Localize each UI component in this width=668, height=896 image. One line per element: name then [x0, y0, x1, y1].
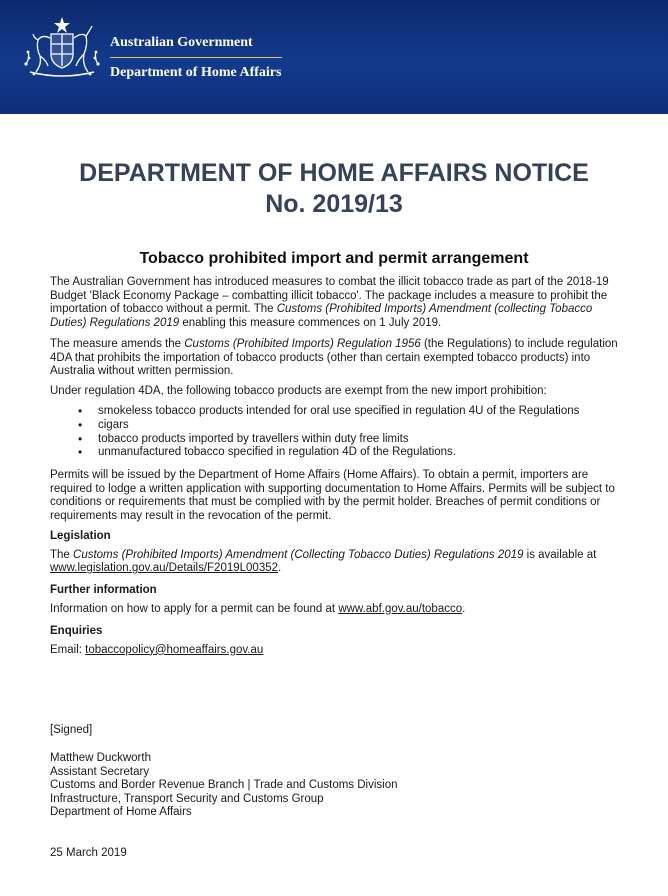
notice-date: 25 March 2019: [50, 847, 127, 859]
government-name: Australian Government: [110, 35, 253, 50]
para1-text-b: enabling this measure commences on 1 July 2019.: [179, 316, 442, 329]
enquiries-heading: Enquiries: [50, 625, 103, 637]
signatory-group: Infrastructure, Transport Security and Customs Group: [50, 792, 324, 805]
coat-of-arms-icon: [20, 14, 104, 80]
paragraph-exempt-intro: [50, 385, 625, 399]
notice-subtitle: Tobacco prohibited import and permit arrangement: [139, 250, 529, 267]
para2-text-a: The measure amends the: [50, 338, 185, 350]
header-banner: [0, 0, 668, 114]
paragraph-amendment: [50, 338, 625, 379]
legislation-link[interactable]: www.legislation.gov.au/Details/F2019L00352: [50, 562, 279, 575]
notice-title-line1: DEPARTMENT OF HOME AFFAIRS NOTICE: [79, 159, 589, 187]
para1-italic: Customs (Prohibited Imports) Amendment (collecting Tobacco Duties) Regulations 2019: [50, 303, 593, 329]
notice-number: No. 2019/13: [265, 190, 403, 218]
list-item: • tobacco products imported by travellers within duty free limits: [50, 433, 625, 447]
para4-text: Permits will be issued by the Department of Home Affairs (Home Affairs). To obtain a permit, importers are required to lodge a written application with supporting documentation to Home Affairs. Permits will be subject to conditions or requirements that must be complied with by the permit holder. Breaches of permit conditions or requirements may result in the revocation of the permit.: [50, 469, 615, 522]
paragraph-permits: [50, 469, 625, 523]
signatory-title: Assistant Secretary: [50, 765, 150, 778]
notice-title: [0, 158, 668, 220]
government-wordmark: [110, 34, 282, 82]
email-link[interactable]: tobaccopolicy@homeaffairs.gov.au: [85, 643, 264, 656]
list-item: • cigars: [50, 419, 625, 433]
list-item: • unmanufactured tobacco specified in regulation 4D of the Regulations.: [50, 446, 625, 460]
legislation-heading: Legislation: [50, 530, 111, 542]
para1-text-a: The Australian Government has introduced measures to combat the illicit tobacco trade as part of the 2018-19 Budget 'Black Economy Package – combatting illicit tobacco'. The package includes a measure to prohibit the importation of tobacco without a permit. The: [50, 276, 609, 316]
legislation-italic: Customs (Prohibited Imports) Amendment (Collecting Tobacco Duties) Regulations 2019: [73, 548, 524, 561]
signatory-name: Matthew Duckworth: [50, 752, 151, 764]
exemption-list: [50, 405, 625, 460]
para2-italic: Customs (Prohibited Imports) Regulation 1956: [184, 338, 421, 350]
signature-block: [50, 752, 625, 820]
section-enquiries: [50, 625, 625, 657]
email-label: Email:: [50, 643, 86, 656]
para3-text: Under regulation 4DA, the following tobacco products are exempt from the new import prohibition:: [50, 385, 547, 397]
further-text-b: .: [462, 602, 466, 615]
abf-link[interactable]: www.abf.gov.au/tobacco: [338, 602, 463, 615]
section-legislation: [50, 530, 625, 576]
legislation-text-b: is available at: [523, 548, 597, 561]
paragraph-intro: [50, 276, 625, 330]
header-divider: [110, 57, 282, 58]
signatory-dept: Department of Home Affairs: [50, 806, 192, 819]
para2-text-b: (the Regulations) to include regulation 4DA that prohibits the importation of tobacco products (other than certain exempted tobacco products) into Australia without written permission.: [50, 338, 618, 378]
further-heading: Further information: [50, 584, 157, 596]
department-name: Department of Home Affairs: [110, 65, 282, 80]
signed-note: [Signed]: [50, 724, 93, 736]
legislation-text-c: .: [278, 562, 282, 575]
signatory-branch: Customs and Border Revenue Branch | Trade and Customs Division: [50, 779, 398, 792]
list-item: • smokeless tobacco products intended for oral use specified in regulation 4U of the Regulations: [50, 405, 625, 419]
legislation-text-a: The: [50, 548, 74, 561]
section-further-info: [50, 584, 625, 616]
further-text-a: Information on how to apply for a permit can be found at: [50, 602, 339, 615]
